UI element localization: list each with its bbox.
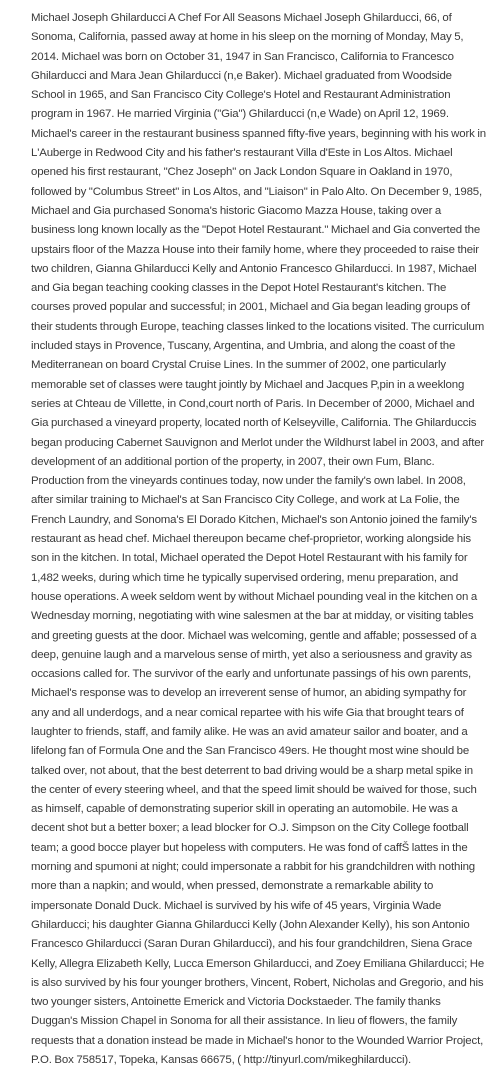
obituary-body-text: Michael Joseph Ghilarducci A Chef For All Seasons Michael Joseph Ghilarducci, 66, of Sonoma, California, passed away at home in his sleep on the morning of Monday, May 5, 2014. Michael was born on October 31, 1947 in San Francisco, California to Francesco Ghilarducci and Mara Jean Ghilarducci (n,e Baker). Michael graduated from Woodside School in 1965, and San Francisco City College's Hotel and Restaurant Administration program in 1967. He married Virginia ("Gia") Ghilarducci (n,e Wade) on April 12, 1969. Michael's career in the restaurant business spanned fifty-five years, beginning with his work in L'Auberge in Redwood City and his father's restaurant Villa d'Este in Los Altos. Michael opened his first restaurant, "Chez Joseph" on Jack London Square in Oakland in 1970, followed by "Columbus Street" in Los Altos, and "Liaison" in Palo Alto. On December 9, 1985, Michael and Gia purchased Sonoma's historic Giacomo Mazza House, taking over a business long known locally as the "Depot Hotel Restaurant." Michael and Gia converted the upstairs floor of the Mazza House into their family home, where they proceeded to raise their two children, Gianna Ghilarducci Kelly and Antonio Francesco Ghilarducci. In 1987, Michael and Gia began teaching cooking classes in the Depot Hotel Restaurant's kitchen. The courses proved popular and successful; in 2001, Michael and Gia began leading groups of their students through Europe, teaching classes linked to the locations visited. The curriculum included stays in Provence, Tuscany, Argentina, and Umbria, and along the coast of the Mediterranean on board Crystal Cruise Lines. In the summer of 2002, one particularly memorable set of classes were taught jointly by Michael and Jacques P,pin in a weeklong series at Chteau de Villette, in Cond,court north of Paris. In December of 2000, Michael and Gia purchased a vineyard property, located north of Kelseyville, California. The Ghilarduccis began producing Cabernet Sauvignon and Merlot under the Wildhurst label in 2003, and after development of an additional portion of the property, in 2007, their own Fum, Blanc. Production from the vineyards continues today, now under the family's own label. In 2008, after similar training to Michael's at San Francisco City College, and work at La Folie, the French Laundry, and Sonoma's El Dorado Kitchen, Michael's son Antonio joined the family's restaurant as head chef. Michael thereupon became chef-proprietor, working alongside his son in the kitchen. In total, Michael operated the Depot Hotel Restaurant with his family for 1,482 weeks, during which time he typically supervised ordering, menu preparation, and house operations. A week seldom went by without Michael pounding veal in the kitchen on a Wednesday morning, negotiating with wine salesmen at the bar at midday, or visiting tables and greeting guests at the door. Michael was welcoming, gentle and affable; possessed of a deep, genuine laugh and a marvelous sense of mirth, yet also a seriousness and gravity as occasions called for. The survivor of the early and unfortunate passings of his own parents, Michael's response was to develop an irreverent sense of humor, an abiding sympathy for any and all underdogs, and a near comical repartee with his wife Gia that brought tears of laughter to friends, staff, and family alike. He was an avid amateur sailor and boater, and a lifelong fan of Formula One and the San Francisco 49ers. He thought most wine should be talked over, not about, that the best deterrent to bad driving would be a sharp metal spike in the center of every steering wheel, and that the speed limit should be waived for those, such as himself, capable of demonstrating superior skill in operating an automobile. He was a decent shot but a better boxer; a lead blocker for O.J. Simpson on the City College football team; a good bocce player but hopeless with computers. He was fond of caffŠ lattes in the morning and spumoni at night; could impersonate a rabbit for his grandchildren with nothing more than a napkin; and would, when pressed, demonstrate a remarkable ability to impersonate Donald Duck. Michael is survived by his wife of 45 years, Virginia Wade Ghilarducci; his daughter Gianna Ghilarducci Kelly (John Alexander Kelly), his son Antonio Francesco Ghilarducci (Saran Duran Ghilarducci), and his four grandchildren, Siena Grace Kelly, Allegra Elizabeth Kelly, Lucca Emerson Ghilarducci, and Zoey Emiliana Ghilarducci; He is also survived by his four younger brothers, Vincent, Robert, Nicholas and Gregorio, and his two younger sisters, Antoinette Emerick and Victoria Dockstaeder. The family thanks Duggan's Mission Chapel in Sonoma for all their assistance. In lieu of flowers, the family requests that a donation instead be made in Michael's honor to the Wounded Warrior Project, P.O. Box 758517, Topeka, Kansas 66675, ( http://tinyurl.com/mikeghilarducci).	[31, 12, 486, 1067]
